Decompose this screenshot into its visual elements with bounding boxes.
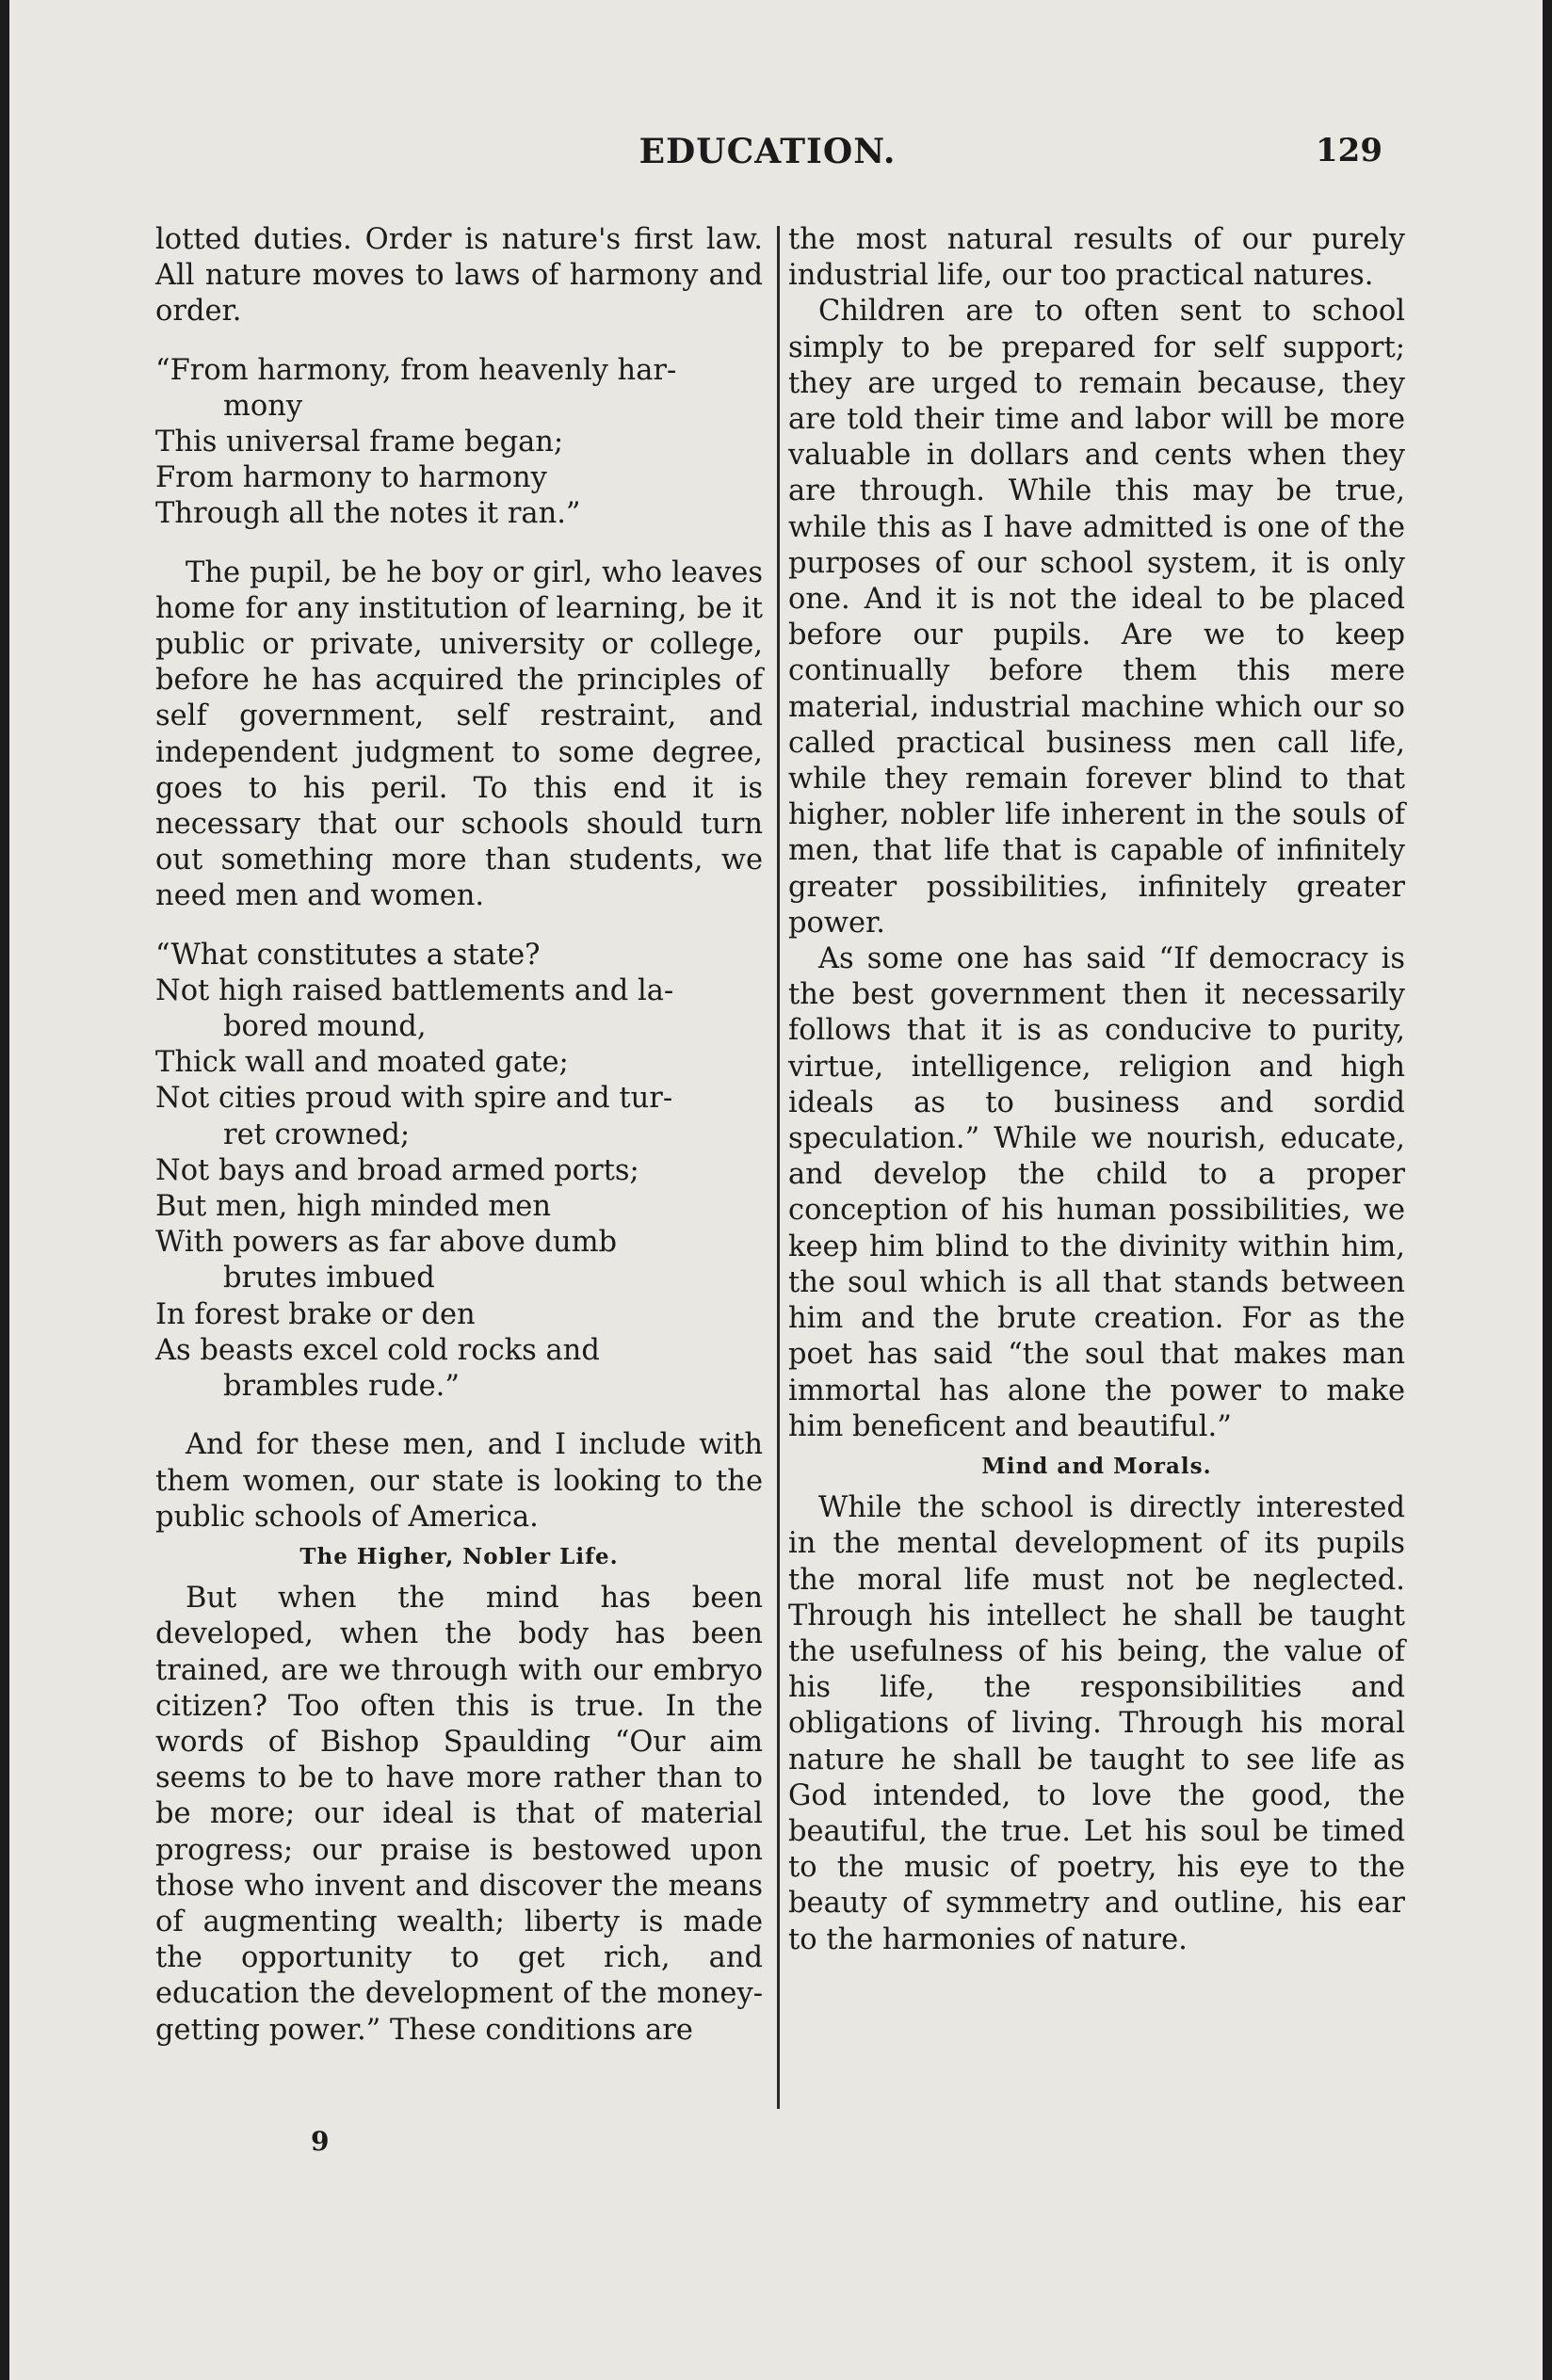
signature-mark: 9 — [311, 2126, 330, 2157]
paragraph: Children are to often sent to school simply to be prepared for self support; they are urged to remain because, they are told their time and labor will be more valuable in dollars and cents when they are through. While this may be true, while this as I have admitted is one of the purposes of our school system, it is only one. And it is not the ideal to be placed before our pupils. Are we to keep continually before them this mere material, industrial machine which our so called practical business men call life, while they remain forever blind to that higher, nobler life inherent in the souls of men, that life that is capable of infinitely greater possibilities, infinitely greater power. — [788, 295, 1405, 940]
verse-state — [155, 938, 763, 1406]
paragraph: But when the mind has been developed, when the body has been trained, are we through with our embryo citizen? Too often this is true. In the words of Bishop Spaulding “Our aim seems to be to have more rather than to be more; our ideal is that of material progress; our praise is bestowed upon those who invent and discover the means of augmenting wealth; liberty is made the opportunity to get rich, and education the development of the money-getting power.” These conditions are — [155, 1582, 763, 2047]
verse-line: brutes imbued — [223, 1262, 435, 1295]
column-divider — [777, 226, 780, 2109]
verse-line: Through all the notes it ran.” — [155, 497, 581, 531]
paragraph: the most natural results of our purely industrial life, our too practical natures. — [788, 223, 1405, 293]
verse-line: Not cities proud with spire and tur- — [155, 1082, 673, 1116]
verse-line: In forest brake or den — [155, 1297, 476, 1331]
verse-line: With powers as far above dumb — [155, 1226, 618, 1260]
paragraph: The pupil, be he boy or girl, who leaves home for any institution of learning, be it public or private, university or college, before he has acquired the principles of self government, self restraint, and independent judgment to some degree, goes to his peril. To this end it is necessary that our schools should turn out something more than students, we need men and women. — [155, 555, 763, 913]
paragraph: As some one has said “If democracy is the best government then it necessarily follows that it is as conducive to purity, virtue, intelligence, religion and high ideals as to business and sordid speculation.” While we nourish, educate, and develop the child to a proper conception of his human possibilities, we keep him blind to the divinity within him, the soul which is all that stands between him and the brute creation. For as the poet has said “the soul that makes man immortal has alone the power to make him beneficent and beautiful.” — [788, 942, 1405, 1443]
section-heading: Mind and Morals. — [981, 1453, 1212, 1479]
book-page — [9, 0, 1543, 2380]
section-heading: The Higher, Nobler Life. — [299, 1543, 619, 1569]
verse-line: This universal frame began; — [155, 426, 564, 459]
paragraph: And for these men, and I include with them women, our state is looking to the public schools of America. — [155, 1428, 763, 1534]
paragraph: lotted duties. Order is nature's first law. All nature moves to laws of harmony and order. — [155, 223, 763, 329]
verse-harmony — [155, 353, 763, 533]
verse-line: bored mound, — [223, 1010, 427, 1044]
verse-line: “What constitutes a state? — [155, 938, 541, 972]
page-header — [9, 132, 1543, 188]
verse-line: Not bays and broad armed ports; — [155, 1153, 639, 1187]
verse-line: Thick wall and moated gate; — [155, 1046, 569, 1080]
verse-line: mony — [223, 389, 303, 423]
verse-line: brambles rude.” — [223, 1370, 460, 1404]
verse-line: But men, high minded men — [155, 1190, 552, 1224]
verse-line: ret crowned; — [223, 1118, 411, 1151]
verse-line: “From harmony, from heavenly har- — [155, 353, 677, 387]
paragraph: While the school is directly interested in the mental development of its pupils the moral life must not be neglected. Through his intellect he shall be taught the usefulness of his being, the value of his life, the responsibilities and obligations of living. Through his moral nature he shall be taught to see life as God intended, to love the good, the beautiful, the true. Let his soul be timed to the music of poetry, his eye to the beauty of symmetry and outline, his ear to the harmonies of nature. — [788, 1491, 1405, 1956]
verse-line: Not high raised battlements and la- — [155, 973, 674, 1007]
left-column — [155, 222, 763, 2049]
verse-line: As beasts excel cold rocks and — [155, 1333, 600, 1367]
page-number: 129 — [1316, 132, 1382, 169]
running-title: EDUCATION. — [639, 132, 897, 171]
right-column — [788, 222, 1405, 1958]
verse-line: From harmony to harmony — [155, 461, 547, 495]
